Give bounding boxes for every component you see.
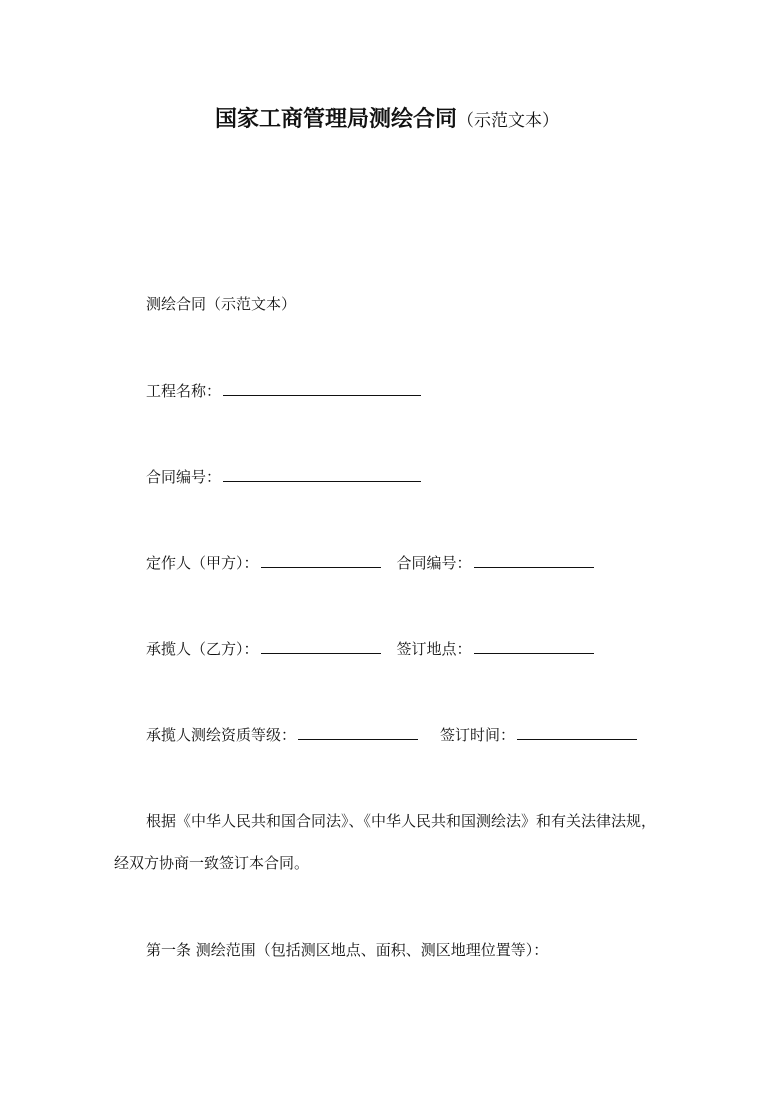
document-title: [0, 102, 774, 133]
project-name-label: 工程名称：: [146, 382, 222, 400]
title-main: 国家工商管理局测绘合同: [214, 107, 457, 132]
sign-time-label: 签订时间：: [440, 726, 516, 744]
sign-place-field[interactable]: [474, 639, 594, 654]
party-b-label: 承揽人（乙方）：: [146, 640, 259, 658]
party-a-row: [146, 553, 594, 573]
qualification-row: [146, 725, 637, 745]
contract-no-field[interactable]: [223, 467, 421, 482]
party-b-field[interactable]: [261, 639, 381, 654]
paragraph-1-line-2: 经双方协商一致签订本合同。: [114, 854, 310, 872]
project-name-row: [146, 381, 421, 401]
contract-no-field-2[interactable]: [474, 553, 594, 568]
party-b-row: [146, 639, 594, 659]
contract-heading: 测绘合同（示范文本）: [146, 295, 297, 313]
sign-time-field[interactable]: [517, 725, 637, 740]
party-a-field[interactable]: [261, 553, 381, 568]
project-name-field[interactable]: [223, 381, 421, 396]
contract-no-label-2: 合同编号：: [396, 554, 472, 572]
paragraph-1-line-1: 根据《中华人民共和国合同法》、《中华人民共和国测绘法》和有关法律法规，: [146, 812, 657, 830]
qualification-label: 承揽人测绘资质等级：: [146, 726, 297, 744]
title-sub: （示范文本）: [457, 111, 559, 131]
article-1: 第一条 测绘范围（包括测区地点、面积、测区地理位置等）：: [146, 941, 549, 959]
party-a-label: 定作人（甲方）：: [146, 554, 259, 572]
contract-no-row: [146, 467, 421, 487]
qualification-field[interactable]: [298, 725, 418, 740]
sign-place-label: 签订地点：: [396, 640, 472, 658]
contract-no-label: 合同编号：: [146, 468, 222, 486]
